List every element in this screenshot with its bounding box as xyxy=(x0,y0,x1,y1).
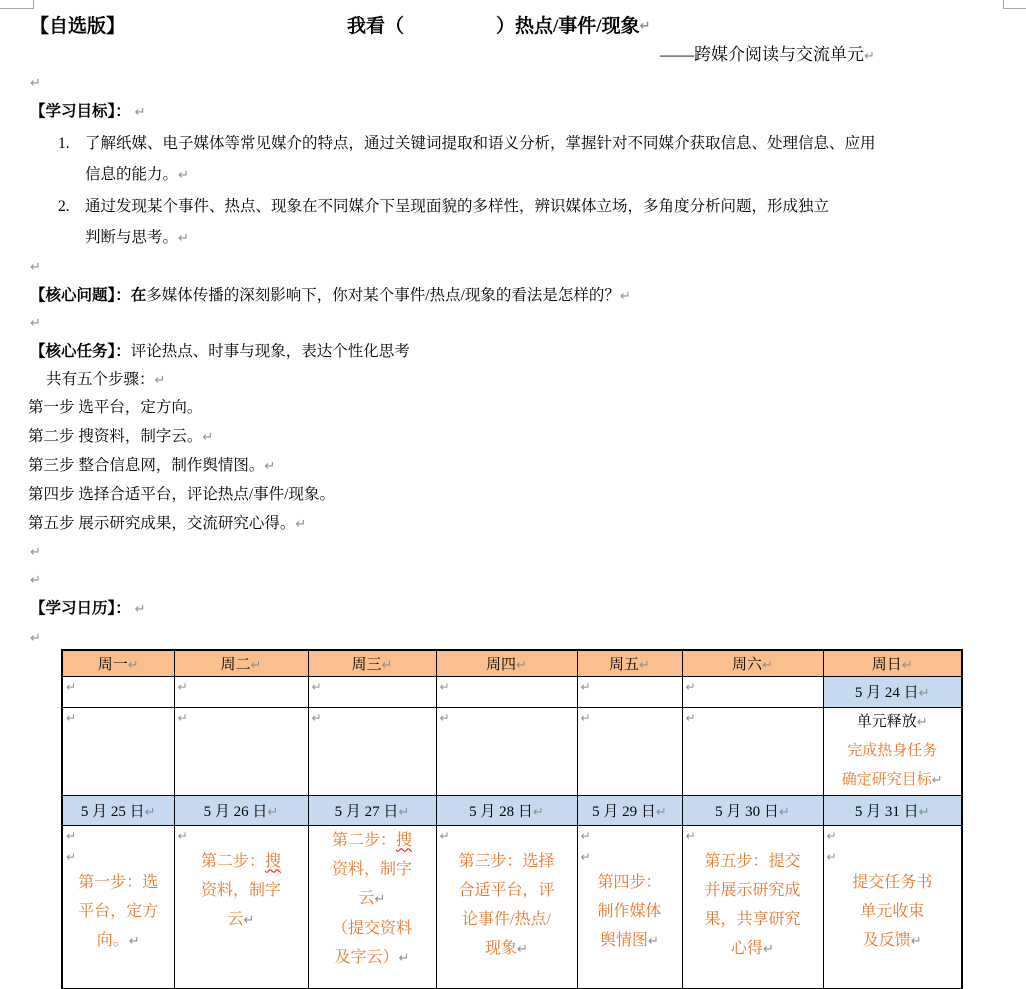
paragraph-mark: ↵ xyxy=(381,657,393,673)
task-line xyxy=(578,897,682,926)
weekday-header-cell xyxy=(823,650,962,676)
objective-line-text: 通过发现某个事件、热点、现象在不同媒介下呈现面貌的多样性，辨识媒体立场，多角度分析问题，形成独立 xyxy=(85,198,830,215)
empty-day-cell xyxy=(436,676,577,707)
paragraph-mark: ↵ xyxy=(374,891,386,907)
empty-paragraph xyxy=(0,567,1026,595)
paragraph-mark: ↵ xyxy=(685,710,696,725)
empty-day-cell xyxy=(682,676,823,707)
paragraph-mark: ↵ xyxy=(639,657,650,673)
objectives-list xyxy=(0,128,1026,254)
task-cell xyxy=(62,825,174,989)
empty-paragraph xyxy=(0,254,1026,282)
steps-intro: 共有五个步骤：↵ xyxy=(46,371,166,388)
objective-line-text: 信息的能力。 xyxy=(85,166,179,183)
paragraph-mark: ↵ xyxy=(178,168,189,183)
paragraph-mark: ↵ xyxy=(134,105,146,120)
task-text: 单元收束 xyxy=(860,902,925,920)
date-label: 5 月 29 日 xyxy=(592,803,656,820)
paragraph-mark: ↵ xyxy=(918,804,930,820)
learning-calendar-table xyxy=(61,649,963,989)
paragraph-mark: ↵ xyxy=(864,49,875,64)
task-text: 合适平台，评 xyxy=(458,881,555,899)
paragraph-mark: ↵ xyxy=(580,849,591,864)
task-line xyxy=(683,905,823,934)
task-text: 平台，定方 xyxy=(78,902,159,920)
empty-line xyxy=(578,847,682,868)
weekday-label: 周一 xyxy=(97,656,128,673)
task-text: 制作媒体 xyxy=(597,902,662,920)
paragraph-mark: ↵ xyxy=(178,231,189,246)
empty-day-cell xyxy=(436,707,577,795)
empty-day-cell xyxy=(308,676,436,707)
date-label: 5 月 24 日 xyxy=(854,685,919,701)
task-line xyxy=(437,847,577,876)
task-text: 论事件/热点/ xyxy=(462,910,551,928)
task-text: 资料，制字 xyxy=(331,860,412,878)
step-line xyxy=(0,423,1026,452)
paragraph-mark: ↵ xyxy=(30,316,41,331)
objective-item xyxy=(0,191,1026,254)
sunday-note-cell xyxy=(823,707,962,795)
task-line xyxy=(824,926,962,956)
task-line xyxy=(309,826,436,855)
paragraph-mark: ↵ xyxy=(202,430,214,445)
task-text: 云 xyxy=(358,889,375,907)
weekday-header-cell xyxy=(577,650,682,676)
week2-task-row xyxy=(62,825,962,989)
paragraph-mark: ↵ xyxy=(154,373,166,388)
paragraph-mark: ↵ xyxy=(250,657,262,673)
note-text: 完成热身任务 xyxy=(847,742,938,759)
paragraph-mark: ↵ xyxy=(295,517,307,532)
paragraph-mark: ↵ xyxy=(685,828,696,843)
task-text: 舆情图 xyxy=(600,931,649,949)
empty-line xyxy=(824,847,962,868)
paragraph-mark: ↵ xyxy=(311,679,322,694)
step-line xyxy=(0,394,1026,423)
task-line xyxy=(683,876,823,905)
task-text: 第五步：提交 xyxy=(704,852,801,870)
task-cell xyxy=(682,825,823,989)
date-label: 5 月 26 日 xyxy=(203,803,268,820)
empty-day-cell xyxy=(682,707,823,795)
note-line xyxy=(824,737,962,766)
misspelled-word: 搜 xyxy=(265,852,282,870)
task-text: 第二步： xyxy=(200,852,265,870)
note-line xyxy=(824,708,962,737)
empty-day-cell xyxy=(62,676,174,707)
task-text: 果，共享研究 xyxy=(704,910,801,928)
weekday-header-cell xyxy=(174,650,308,676)
empty-paragraph xyxy=(0,70,1026,98)
weekday-label: 周五 xyxy=(609,656,640,673)
empty-line xyxy=(63,826,174,847)
task-line xyxy=(63,926,174,956)
task-line xyxy=(437,876,577,905)
paragraph-mark: ↵ xyxy=(30,573,41,588)
paragraph-mark: ↵ xyxy=(826,828,837,843)
date-label: 5 月 31 日 xyxy=(854,803,919,820)
core-question-paragraph: 【核心问题】：在多媒体传播的深刻影响下，你对某个事件/热点/现象的看法是怎样的？↵ xyxy=(30,287,631,304)
task-text: 提交任务书 xyxy=(852,873,933,891)
paragraph-mark: ↵ xyxy=(931,772,943,788)
paragraph-mark: ↵ xyxy=(127,657,139,673)
task-text: 第三步：选择 xyxy=(458,852,555,870)
core-task-label: 【核心任务】： xyxy=(30,343,131,360)
paragraph-mark: ↵ xyxy=(267,804,279,820)
objective-line-text: 了解纸媒、电子媒体等常见媒介的特点，通过关键词提取和语义分析，掌握针对不同媒介获取信息、处理信息、应用 xyxy=(85,135,876,152)
task-text: 并展示研究成 xyxy=(704,881,801,899)
weekday-label: 周四 xyxy=(486,656,517,673)
note-text: 单元释放 xyxy=(856,713,917,730)
paragraph-mark: ↵ xyxy=(30,76,41,91)
paragraph-mark: ↵ xyxy=(398,804,410,820)
step-text: 第四步 选择合适平台，评论热点/事件/现象。 xyxy=(28,486,335,503)
empty-paragraph xyxy=(0,310,1026,338)
empty-day-cell xyxy=(577,707,682,795)
paragraph-mark: ↵ xyxy=(30,260,41,275)
empty-day-cell xyxy=(174,707,308,795)
objective-line xyxy=(85,128,876,159)
date-cell xyxy=(174,795,308,825)
task-line xyxy=(437,905,577,934)
task-line xyxy=(309,855,436,884)
empty-line xyxy=(175,826,308,847)
task-text: 资料，制字 xyxy=(200,881,281,899)
task-line xyxy=(824,897,962,926)
empty-line xyxy=(437,826,577,847)
objective-text xyxy=(85,191,829,254)
weekday-header-cell xyxy=(62,650,174,676)
paragraph-mark: ↵ xyxy=(177,710,188,725)
objective-number: 2. xyxy=(58,198,70,215)
date-cell xyxy=(823,795,962,825)
core-question-label: 【核心问题】： xyxy=(30,287,131,304)
week2-date-row xyxy=(62,795,962,825)
document-title-line xyxy=(0,14,1026,42)
core-task-paragraph: 【核心任务】：评论热点、时事与现象，表达个性化思考 xyxy=(30,343,410,360)
task-line xyxy=(578,868,682,897)
objective-line xyxy=(85,191,829,222)
objectives-heading: 【学习目标】： ↵ xyxy=(30,103,146,120)
paragraph-mark: ↵ xyxy=(639,19,651,34)
date-label: 5 月 27 日 xyxy=(334,803,399,820)
empty-day-cell xyxy=(577,676,682,707)
paragraph-mark: ↵ xyxy=(30,545,41,560)
paragraph-mark: ↵ xyxy=(128,933,140,949)
date-label: 5 月 30 日 xyxy=(715,803,779,820)
weekday-label: 周六 xyxy=(732,656,763,673)
task-line xyxy=(175,847,308,876)
calendar-heading: 【学习日历】： ↵ xyxy=(30,600,146,617)
date-label: 5 月 28 日 xyxy=(469,803,533,820)
paragraph-mark: ↵ xyxy=(398,950,410,966)
task-text: 心得 xyxy=(731,939,764,957)
paragraph-mark: ↵ xyxy=(516,657,527,673)
paragraph-mark: ↵ xyxy=(517,941,528,957)
task-line xyxy=(824,868,962,897)
weekday-header-cell xyxy=(436,650,577,676)
date-cell xyxy=(682,795,823,825)
paragraph-mark: ↵ xyxy=(901,657,913,673)
empty-day-cell xyxy=(174,676,308,707)
paragraph-mark: ↵ xyxy=(134,602,146,617)
calendar-header-row xyxy=(62,650,962,676)
empty-line xyxy=(824,826,962,847)
paragraph-mark: ↵ xyxy=(910,933,922,949)
objective-line xyxy=(85,159,876,191)
empty-paragraph xyxy=(0,539,1026,567)
paragraph-mark: ↵ xyxy=(243,912,255,928)
paragraph-mark: ↵ xyxy=(177,679,188,694)
task-text: 及反馈 xyxy=(862,931,911,949)
note-line xyxy=(824,766,962,795)
task-text: 现象 xyxy=(485,939,518,957)
paragraph-mark: ↵ xyxy=(264,459,276,474)
objective-number: 1. xyxy=(58,135,70,152)
empty-day-cell xyxy=(308,707,436,795)
task-line xyxy=(175,905,308,935)
task-cell xyxy=(577,825,682,989)
date-cell xyxy=(823,676,962,707)
step-text: 第三步 整合信息网，制作舆情图。 xyxy=(28,457,265,474)
objective-item xyxy=(0,128,1026,191)
date-cell xyxy=(308,795,436,825)
task-line xyxy=(309,884,436,914)
paragraph-mark: ↵ xyxy=(918,686,930,701)
title-post: ）热点/事件/现象 xyxy=(496,16,640,37)
document-subtitle: ——跨媒介阅读与交流单元↵ xyxy=(660,45,875,64)
week1-note-row xyxy=(62,707,962,795)
paragraph-mark: ↵ xyxy=(66,849,77,864)
paragraph-mark: ↵ xyxy=(30,631,41,646)
empty-line xyxy=(578,826,682,847)
objective-text xyxy=(85,128,876,191)
title-pre: 我看（ xyxy=(347,16,405,37)
weekday-label: 周三 xyxy=(351,656,382,673)
paragraph-mark: ↵ xyxy=(762,657,773,673)
paragraph-mark: ↵ xyxy=(763,941,774,957)
note-text: 确定研究目标 xyxy=(841,771,932,788)
paragraph-mark: ↵ xyxy=(144,804,156,820)
date-label: 5 月 25 日 xyxy=(80,803,145,820)
date-cell xyxy=(577,795,682,825)
step-line xyxy=(0,452,1026,481)
step-text: 第二步 搜资料，制字云。 xyxy=(28,428,203,445)
weekday-header-cell xyxy=(308,650,436,676)
date-cell xyxy=(62,795,174,825)
paragraph-mark: ↵ xyxy=(66,710,77,725)
task-line xyxy=(63,868,174,897)
misspelled-word: 搜 xyxy=(396,831,413,849)
paragraph-mark: ↵ xyxy=(648,933,659,949)
paragraph-mark: ↵ xyxy=(826,849,837,864)
task-line xyxy=(309,943,436,973)
paragraph-mark: ↵ xyxy=(916,714,928,730)
date-cell xyxy=(436,795,577,825)
weekday-label: 周日 xyxy=(871,656,902,673)
task-text: 第四步： xyxy=(597,873,662,891)
task-line xyxy=(683,934,823,964)
task-cell xyxy=(436,825,577,989)
empty-day-cell xyxy=(62,707,174,795)
task-cell xyxy=(174,825,308,989)
task-cell xyxy=(823,825,962,989)
paragraph-mark: ↵ xyxy=(439,710,450,725)
task-line xyxy=(309,914,436,943)
paragraph-mark: ↵ xyxy=(66,828,77,843)
paragraph-mark: ↵ xyxy=(619,289,631,304)
paragraph-mark: ↵ xyxy=(655,804,667,820)
step-text: 第一步 选平台，定方向。 xyxy=(28,399,203,416)
task-text: 向。 xyxy=(96,931,129,949)
paragraph-mark: ↵ xyxy=(580,679,591,694)
empty-paragraph xyxy=(0,625,1026,649)
paragraph-mark: ↵ xyxy=(439,828,450,843)
weekday-label: 周二 xyxy=(220,656,251,673)
step-line xyxy=(0,481,1026,510)
task-line xyxy=(683,847,823,876)
paragraph-mark: ↵ xyxy=(580,828,591,843)
task-line xyxy=(578,926,682,956)
paragraph-mark: ↵ xyxy=(311,710,322,725)
step-line xyxy=(0,510,1026,539)
paragraph-mark: ↵ xyxy=(685,679,696,694)
steps-list xyxy=(0,394,1026,539)
step-text: 第五步 展示研究成果，交流研究心得。 xyxy=(28,515,296,532)
paragraph-mark: ↵ xyxy=(66,679,77,694)
weekday-header-cell xyxy=(682,650,823,676)
paragraph-mark: ↵ xyxy=(532,804,544,820)
objective-line xyxy=(85,222,829,254)
paragraph-mark: ↵ xyxy=(778,804,790,820)
task-text: 第二步： xyxy=(331,831,396,849)
empty-line xyxy=(63,847,174,868)
empty-line xyxy=(683,826,823,847)
paragraph-mark: ↵ xyxy=(177,828,188,843)
paragraph-mark: ↵ xyxy=(439,679,450,694)
week1-date-row xyxy=(62,676,962,707)
task-text: 第一步：选 xyxy=(78,873,159,891)
objective-line-text: 判断与思考。 xyxy=(85,229,179,246)
task-line xyxy=(175,876,308,905)
task-text: （提交资料 xyxy=(331,919,412,937)
task-line xyxy=(63,897,174,926)
edition-label: 【自选版】 xyxy=(30,16,126,37)
task-cell xyxy=(308,825,436,989)
task-text: 云 xyxy=(227,910,244,928)
paragraph-mark: ↵ xyxy=(580,710,591,725)
task-text: 及字云） xyxy=(334,948,399,966)
task-line xyxy=(437,934,577,964)
